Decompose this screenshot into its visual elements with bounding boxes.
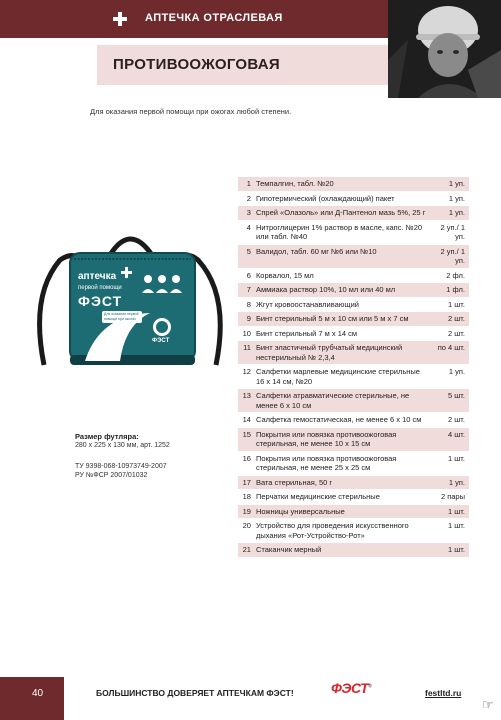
item-number: 17: [238, 475, 253, 490]
ru-number: РУ №ФСР 2007/01032: [75, 472, 148, 479]
item-number: 4: [238, 220, 253, 244]
table-row: [238, 543, 469, 558]
item-name: Валидол, табл. 60 мг №6 или №10: [253, 244, 432, 268]
website-link[interactable]: festltd.ru: [425, 688, 462, 698]
item-quantity: 5 шт.: [432, 389, 469, 413]
mouse-cursor-icon: ☞: [482, 697, 494, 712]
footer-slogan: БОЛЬШИНСТВО ДОВЕРЯЕТ АПТЕЧКАМ ФЭСТ!: [96, 688, 294, 698]
table-row: [238, 177, 469, 191]
item-number: 6: [238, 268, 253, 283]
contents-table: [238, 177, 469, 558]
footer-tab: [0, 677, 64, 720]
fest-logo-text: ФЭСТ: [331, 680, 369, 696]
item-name: Спрей «Олазоль» или Д-Пантенол мазь 5%, 25 г: [253, 206, 432, 221]
bag-label-first-aid: первой помощи: [78, 285, 122, 291]
item-name: Салфетки атравматические стерильные, не менее 6 х 10 см: [253, 389, 432, 413]
title-bar: [97, 45, 388, 85]
table-row: [238, 519, 469, 543]
item-quantity: по 4 шт.: [432, 341, 469, 365]
item-number: 18: [238, 490, 253, 505]
item-quantity: 1 уп.: [432, 475, 469, 490]
first-aid-bag-image: [30, 215, 230, 410]
item-quantity: 1 уп.: [432, 177, 469, 191]
item-name: Покрытия или повязка противоожоговая стерильная, не менее 25 х 25 см: [253, 451, 432, 475]
item-quantity: 1 уп.: [432, 365, 469, 389]
item-quantity: 1 фл.: [432, 283, 469, 298]
item-quantity: 2 шт.: [432, 326, 469, 341]
item-number: 13: [238, 389, 253, 413]
table-row: [238, 451, 469, 475]
item-number: 1: [238, 177, 253, 191]
table-row: [238, 427, 469, 451]
item-number: 20: [238, 519, 253, 543]
table-row: [238, 283, 469, 298]
item-number: 7: [238, 283, 253, 298]
table-row: [238, 220, 469, 244]
item-quantity: 2 шт.: [432, 413, 469, 428]
item-number: 12: [238, 365, 253, 389]
item-number: 9: [238, 312, 253, 327]
table-row: [238, 268, 469, 283]
bag-small-text-2: помощи при ожогах: [104, 317, 136, 321]
item-quantity: 1 уп.: [432, 191, 469, 206]
item-quantity: 2 шт.: [432, 312, 469, 327]
item-name: Аммиака раствор 10%, 10 мл или 40 мл: [253, 283, 432, 298]
table-row: [238, 191, 469, 206]
item-quantity: 2 уп./ 1 уп.: [432, 220, 469, 244]
item-quantity: 4 шт.: [432, 427, 469, 451]
bag-small-text-1: Для оказания первой: [104, 312, 139, 316]
item-number: 2: [238, 191, 253, 206]
item-name: Устройство для проведения искусственного дыхания «Рот-Устройство-Рот»: [253, 519, 432, 543]
item-number: 3: [238, 206, 253, 221]
item-name: Стаканчик мерный: [253, 543, 432, 558]
table-row: [238, 312, 469, 327]
item-quantity: 1 шт.: [432, 519, 469, 543]
item-number: 8: [238, 297, 253, 312]
item-name: Темпалгин, табл. №20: [253, 177, 432, 191]
firefighter-photo: [388, 0, 501, 98]
item-name: Корвалол, 15 мл: [253, 268, 432, 283]
item-number: 14: [238, 413, 253, 428]
table-row: [238, 389, 469, 413]
item-name: Вата стерильная, 50 г: [253, 475, 432, 490]
page-title: ПРОТИВООЖОГОВАЯ: [113, 56, 280, 73]
table-row: [238, 341, 469, 365]
fest-logo: [331, 680, 371, 696]
registered-mark-icon: ®: [368, 683, 372, 690]
intro-text: Для оказания первой помощи при ожогах любой степени.: [90, 107, 292, 116]
item-number: 11: [238, 341, 253, 365]
item-quantity: 1 шт.: [432, 504, 469, 519]
item-name: Ножницы универсальные: [253, 504, 432, 519]
item-quantity: 1 шт.: [432, 451, 469, 475]
table-row: [238, 326, 469, 341]
item-name: Жгут кровоостанавливающий: [253, 297, 432, 312]
item-quantity: 2 фл.: [432, 268, 469, 283]
item-name: Покрытия или повязка противоожоговая стерильная, не менее 10 х 15 см: [253, 427, 432, 451]
page-number: 40: [32, 688, 44, 699]
table-row: [238, 365, 469, 389]
case-size-heading: Размер футляра:: [75, 432, 139, 441]
header-bar: [0, 0, 388, 38]
firefighter-image: [388, 0, 501, 98]
case-size-value: 280 х 225 х 130 мм, арт. 1252: [75, 442, 170, 449]
case-info: [75, 432, 170, 480]
table-row: [238, 490, 469, 505]
item-name: Бинт стерильный 5 м х 10 см или 5 м х 7 см: [253, 312, 432, 327]
item-number: 16: [238, 451, 253, 475]
table-row: [238, 297, 469, 312]
item-quantity: 2 пары: [432, 490, 469, 505]
item-number: 19: [238, 504, 253, 519]
item-quantity: 2 уп./ 1 уп.: [432, 244, 469, 268]
item-name: Салфетка гемостатическая, не менее 6 х 10 см: [253, 413, 432, 428]
item-quantity: 1 шт.: [432, 297, 469, 312]
item-name: Бинт эластичный трубчатый медицинский нестерильный № 2,3,4: [253, 341, 432, 365]
item-name: Нитроглицерин 1% раствор в масле, капс. №20 или табл. №40: [253, 220, 432, 244]
item-quantity: 1 уп.: [432, 206, 469, 221]
table-row: [238, 206, 469, 221]
table-row: [238, 504, 469, 519]
item-number: 10: [238, 326, 253, 341]
item-name: Гипотермический (охлаждающий) пакет: [253, 191, 432, 206]
item-name: Перчатки медицинские стерильные: [253, 490, 432, 505]
table-row: [238, 244, 469, 268]
item-name: Салфетки марлевые медицинские стерильные 16 х 14 см, №20: [253, 365, 432, 389]
item-quantity: 1 шт.: [432, 543, 469, 558]
item-number: 5: [238, 244, 253, 268]
item-number: 15: [238, 427, 253, 451]
bag-brand: ФЭСТ: [78, 293, 123, 309]
contents-table-body: [238, 177, 469, 557]
item-number: 21: [238, 543, 253, 558]
table-row: [238, 475, 469, 490]
cross-icon: [113, 12, 127, 26]
bag-label-aptechka: аптечка: [78, 271, 117, 282]
tu-number: ТУ 9398-068-10973749-2007: [75, 463, 167, 470]
section-title: АПТЕЧКА ОТРАСЛЕВАЯ: [145, 12, 283, 24]
table-row: [238, 413, 469, 428]
bag-logo: ФЭСТ: [152, 338, 170, 344]
item-name: Бинт стерильный 7 м х 14 см: [253, 326, 432, 341]
